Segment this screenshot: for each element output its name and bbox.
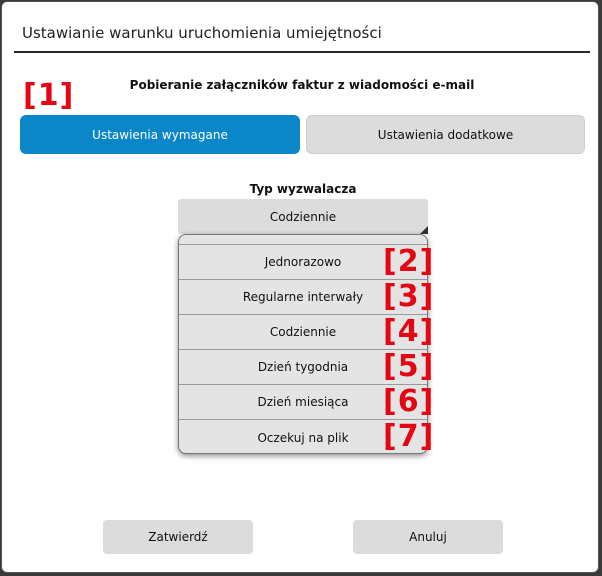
option-wait-for-file[interactable]	[179, 419, 435, 455]
trigger-type-selected-value: Codziennie	[269, 209, 337, 224]
annotation-label-2: [2]	[383, 244, 435, 279]
annotation-label-1: [1]	[23, 78, 75, 113]
skill-name: Pobieranie załączników faktur z wiadomości e-mail	[129, 78, 475, 92]
confirm-button[interactable]: Zatwierdź	[103, 520, 253, 554]
option-day-of-week[interactable]	[179, 349, 435, 385]
option-daily[interactable]	[179, 314, 435, 350]
cancel-button[interactable]: Anuluj	[353, 520, 503, 554]
option-once[interactable]	[179, 244, 435, 280]
annotation-label-5: [5]	[383, 349, 435, 384]
option-label: Codziennie	[269, 325, 337, 339]
tab-required-settings[interactable]: Ustawienia wymagane	[20, 115, 300, 154]
option-day-of-month[interactable]	[179, 384, 435, 420]
trigger-type-label: Typ wyzwalacza	[249, 182, 357, 196]
option-regular-intervals[interactable]	[179, 279, 435, 315]
annotation-label-3: [3]	[383, 279, 435, 314]
annotation-label-7: [7]	[383, 419, 435, 454]
dropdown-corner-icon	[420, 226, 428, 234]
trigger-type-dropdown-list	[178, 234, 435, 454]
tab-additional-settings[interactable]: Ustawienia dodatkowe	[306, 115, 585, 154]
annotation-label-4: [4]	[383, 314, 435, 349]
annotation-label-6: [6]	[383, 384, 435, 419]
dialog	[1, 1, 599, 573]
option-label: Oczekuj na plik	[257, 430, 349, 445]
trigger-type-select[interactable]	[178, 199, 428, 234]
option-label: Dzień miesiąca	[257, 395, 349, 409]
option-label: Dzień tygodnia	[257, 360, 349, 374]
option-label: Regularne interwały	[242, 290, 364, 304]
title-divider	[14, 51, 590, 53]
dialog-title: Ustawianie warunku uruchomienia umiejętności	[22, 24, 382, 42]
option-label: Jednorazowo	[264, 255, 342, 269]
